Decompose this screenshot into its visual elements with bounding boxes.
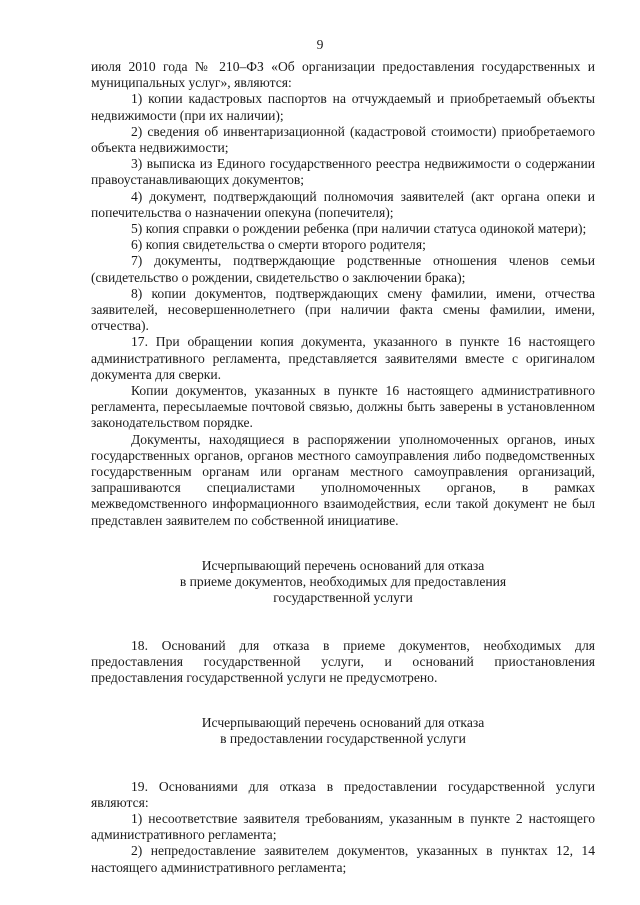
list-item-8: 8) копии документов, подтверждающих смену фамилии, имени, отчества заявителей, несовершеннолетнего (при наличии факта смены фамилии, имени, отчества). [91, 285, 595, 334]
list-item-5: 5) копия справки о рождении ребенка (при наличии статуса одинокой матери); [131, 221, 587, 237]
heading-1-line-1: Исчерпывающий перечень оснований для отказа [201, 557, 485, 573]
list-item-4: 4) документ, подтверждающий полномочия заявителей (акт органа опеки и попечительства о назначении опекуна (попечителя); [91, 188, 595, 220]
heading-1-line-3: государственной услуги [273, 590, 413, 606]
paragraph-19: 19. Основаниями для отказа в предоставлении государственной услуги являются: [91, 778, 595, 810]
list-item-3: 3) выписка из Единого государственного реестра недвижимости о содержании правоустанавливающих документов; [91, 156, 595, 188]
paragraph-17-copies: Копии документов, указанных в пункте 16 настоящего административного регламента, пересылаемые почтовой связью, должны быть заверены в установленном законодательством порядке. [91, 383, 595, 431]
heading-2-line-1: Исчерпывающий перечень оснований для отказа [201, 715, 485, 731]
list-item-1: 1) копии кадастровых паспортов на отчуждаемый и приобретаемый объекты недвижимости (при их наличии); [91, 91, 595, 123]
list-item-6: 6) копия свидетельства о смерти второго родителя; [131, 237, 426, 253]
heading-2-line-2: в предоставлении государственной услуги [220, 731, 466, 747]
list-item-7: 7) документы, подтверждающие родственные отношения членов семьи (свидетельство о рождении, свидетельство о заключении брака); [91, 253, 595, 285]
page-number: 9 [316, 37, 324, 52]
document-body [91, 59, 595, 876]
paragraph-19-item-1: 1) несоответствие заявителя требованиям, указанным в пункте 2 настоящего административного регламента; [91, 810, 595, 843]
list-item-2: 2) сведения об инвентаризационной (кадастровой стоимости) приобретаемого объекта недвижимости; [91, 123, 595, 156]
paragraph-18: 18. Оснований для отказа в приеме документов, необходимых для предоставления государственной услуги, и оснований приостановления предоставления государственной услуги не предусмотрено. [91, 637, 595, 685]
paragraph-17: 17. При обращении копия документа, указанного в пункте 16 настоящего административного регламента, представляется заявителями вместе с оригиналом документа для сверки. [91, 334, 595, 382]
paragraph-19-item-2: 2) непредоставление заявителем документов, указанных в пунктах 12, 14 настоящего административного регламента; [91, 843, 595, 875]
paragraph-17-documents: Документы, находящиеся в распоряжении уполномоченных органов, иных государственных органов, органов местного самоуправления либо подведомственных государственным органам или органам местного самоуправления организаций, запрашиваются специалистами уполномоченных органов, в рамках межведомственного информационного взаимодействия, если такой документ не был представлен заявителем по собственной инициативе. [91, 431, 595, 528]
section-heading-2 [91, 715, 595, 747]
section-heading-1 [91, 558, 595, 607]
heading-1-line-2: в приеме документов, необходимых для предоставления [179, 574, 507, 590]
paragraph-continuation: июля 2010 года № 210–ФЗ «Об организации предоставления государственных и муниципальных услуг», являются: [91, 59, 595, 91]
